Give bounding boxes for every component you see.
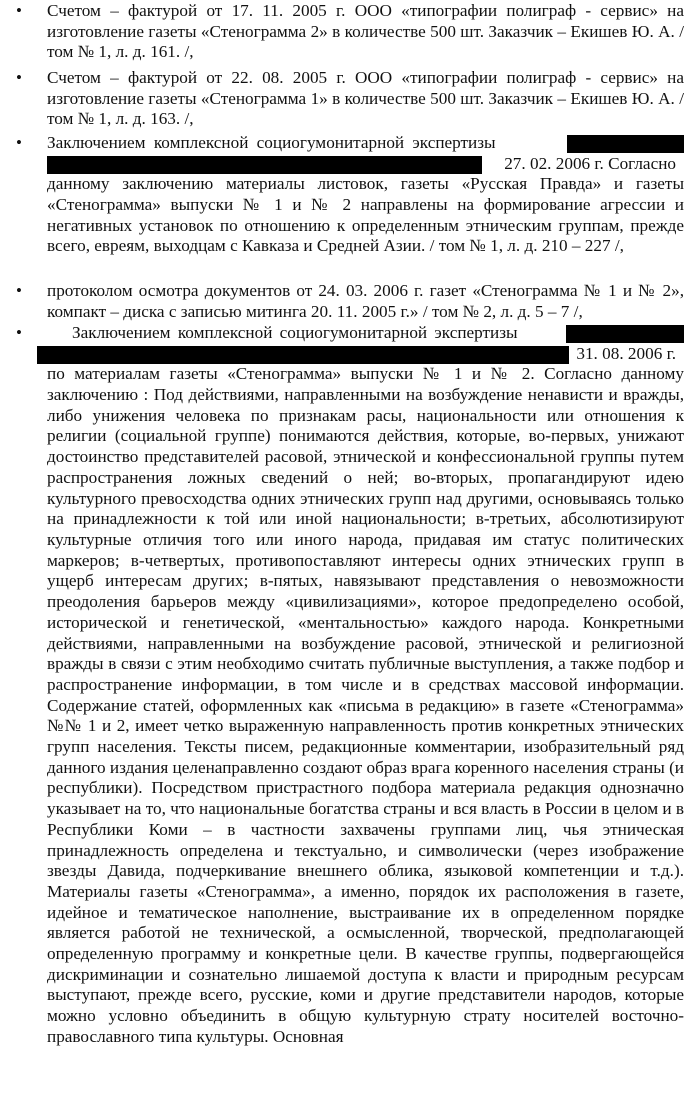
redaction-block bbox=[47, 156, 482, 174]
item-text: Счетом – фактурой от 22. 08. 2005 г. ООО «типографии полиграф - сервис» на изготовление газеты «Стенограмма 1» в количестве 500 шт. Заказчик – Екишев Ю. А. / том № 1, л. д. 163. /, bbox=[47, 68, 684, 129]
item-lead: Заключением комплексной социогумонитарной экспертизы bbox=[47, 133, 496, 152]
item-text: по материалам газеты «Стенограмма» выпуски № 1 и № 2. Согласно данному заключению : Под действиями, направленными на возбуждение ненависти и вражды, либо унижения человека по признакам расы, национальности или отношения к религии (социальной группе) понимаются действия, которые, во-первых, унижают достоинство представителей расовой, этнической и конфессиональной группы путем распространения ложных сведений о ней; во-вторых, пропагандируют идею культурного превосходства одних этнических групп над другими, основываясь только на принадлежности к той или иной национальности; в-третьих, абсолютизируют культурные отличия того или иного народа, придавая им статус политических маркеров; в-четвертых, противопоставляют интересы одних этнических групп в ущерб интересам других; в-пятых, навязывают представления о невозможности преодоления барьеров между «цивилизациями», которое предопределено особой, исторической и генетической, «ментальностью» каждого народа. Конкретными действиями, направленными на возбуждение расовой, этнической и религиозной вражды в связи с этим необходимо считать публичные выступления, а также подбор и распространение информации, в том числе и в средствах массовой информации. Содержание статей, оформленных как «письма в редакцию» в газете «Стенограмма» №№ 1 и 2, имеет четко выраженную направленность против конкретных этнических групп населения. Тексты писем, редакционные комментарии, изобразительный ряд данного издания целенаправленно создают образ врага коренного населения страны (и республики). Посредством пристрастного подбора материала редакция однозначно указывает на то, что национальные богатства страны и вся власть в России в целом и в Республики Коми – в частности захвачены группами лиц, чья этническая принадлежность определена и текстуально, и символически (через изображение звезды Давида, подчеркивание внешнего облика, языковой компетенции и т.д.). Материалы газеты «Стенограмма», а именно, порядок их расположения в газете, идейное и тематическое наполнение, выстраивание их в определенном порядке является работой не технической, а осмысленной, творческой, предполагающей определенную программу и конкретные цели. В качестве группы, подвергающейся дискриминации и сознательно лишаемой доступа к власти и природным ресурсам выступают, прежде всего, русские, коми и другие представители народов, которые можно условно объединить в общую культурную страту носителей восточно-православного типа культуры. Основная bbox=[47, 364, 684, 1046]
line-lead bbox=[47, 133, 684, 154]
item-text: Счетом – фактурой от 17. 11. 2005 г. ООО «типографии полиграф - сервис» на изготовление газеты «Стенограмма 2» в количестве 500 шт. Заказчик – Екишев Ю. А. / том № 1, л. д. 161. /, bbox=[47, 1, 684, 62]
bullet: • bbox=[16, 281, 22, 300]
redaction-block bbox=[567, 135, 684, 153]
item-lead: Заключением комплексной социогумонитарной экспертизы bbox=[72, 323, 518, 342]
bullet: • bbox=[16, 1, 22, 20]
item-text: протоколом осмотра документов от 24. 03. 2006 г. газет «Стенограмма № 1 и № 2», компакт – диска с записью митинга 20. 11. 2005 г.» / том № 2, л. д. 5 – 7 /, bbox=[47, 281, 684, 321]
bullet: • bbox=[16, 133, 22, 152]
list-item bbox=[0, 133, 692, 257]
item-date: 27. 02. 2006 г. Согласно bbox=[504, 153, 676, 173]
line-redacted bbox=[0, 154, 684, 175]
item-date: 31. 08. 2006 г. bbox=[576, 343, 676, 363]
list-item bbox=[0, 323, 692, 1048]
redaction-block bbox=[566, 325, 684, 343]
line-lead bbox=[47, 323, 684, 344]
bullet: • bbox=[16, 68, 22, 87]
list-item bbox=[0, 281, 692, 322]
line-redacted bbox=[0, 344, 684, 365]
item-text: данному заключению материалы листовок, газеты «Русская Правда» и газеты «Стенограмма» выпуски № 1 и № 2 направлены на формирование агрессии и негативных установок по отношению к определенным этническим группам, прежде всего, евреям, выходцам с Кавказа и Средней Азии. / том № 1, л. д. 210 – 227 /, bbox=[47, 174, 684, 256]
redaction-block bbox=[37, 346, 569, 364]
list-item bbox=[0, 1, 692, 63]
list-item bbox=[0, 68, 692, 130]
bullet: • bbox=[16, 323, 22, 342]
